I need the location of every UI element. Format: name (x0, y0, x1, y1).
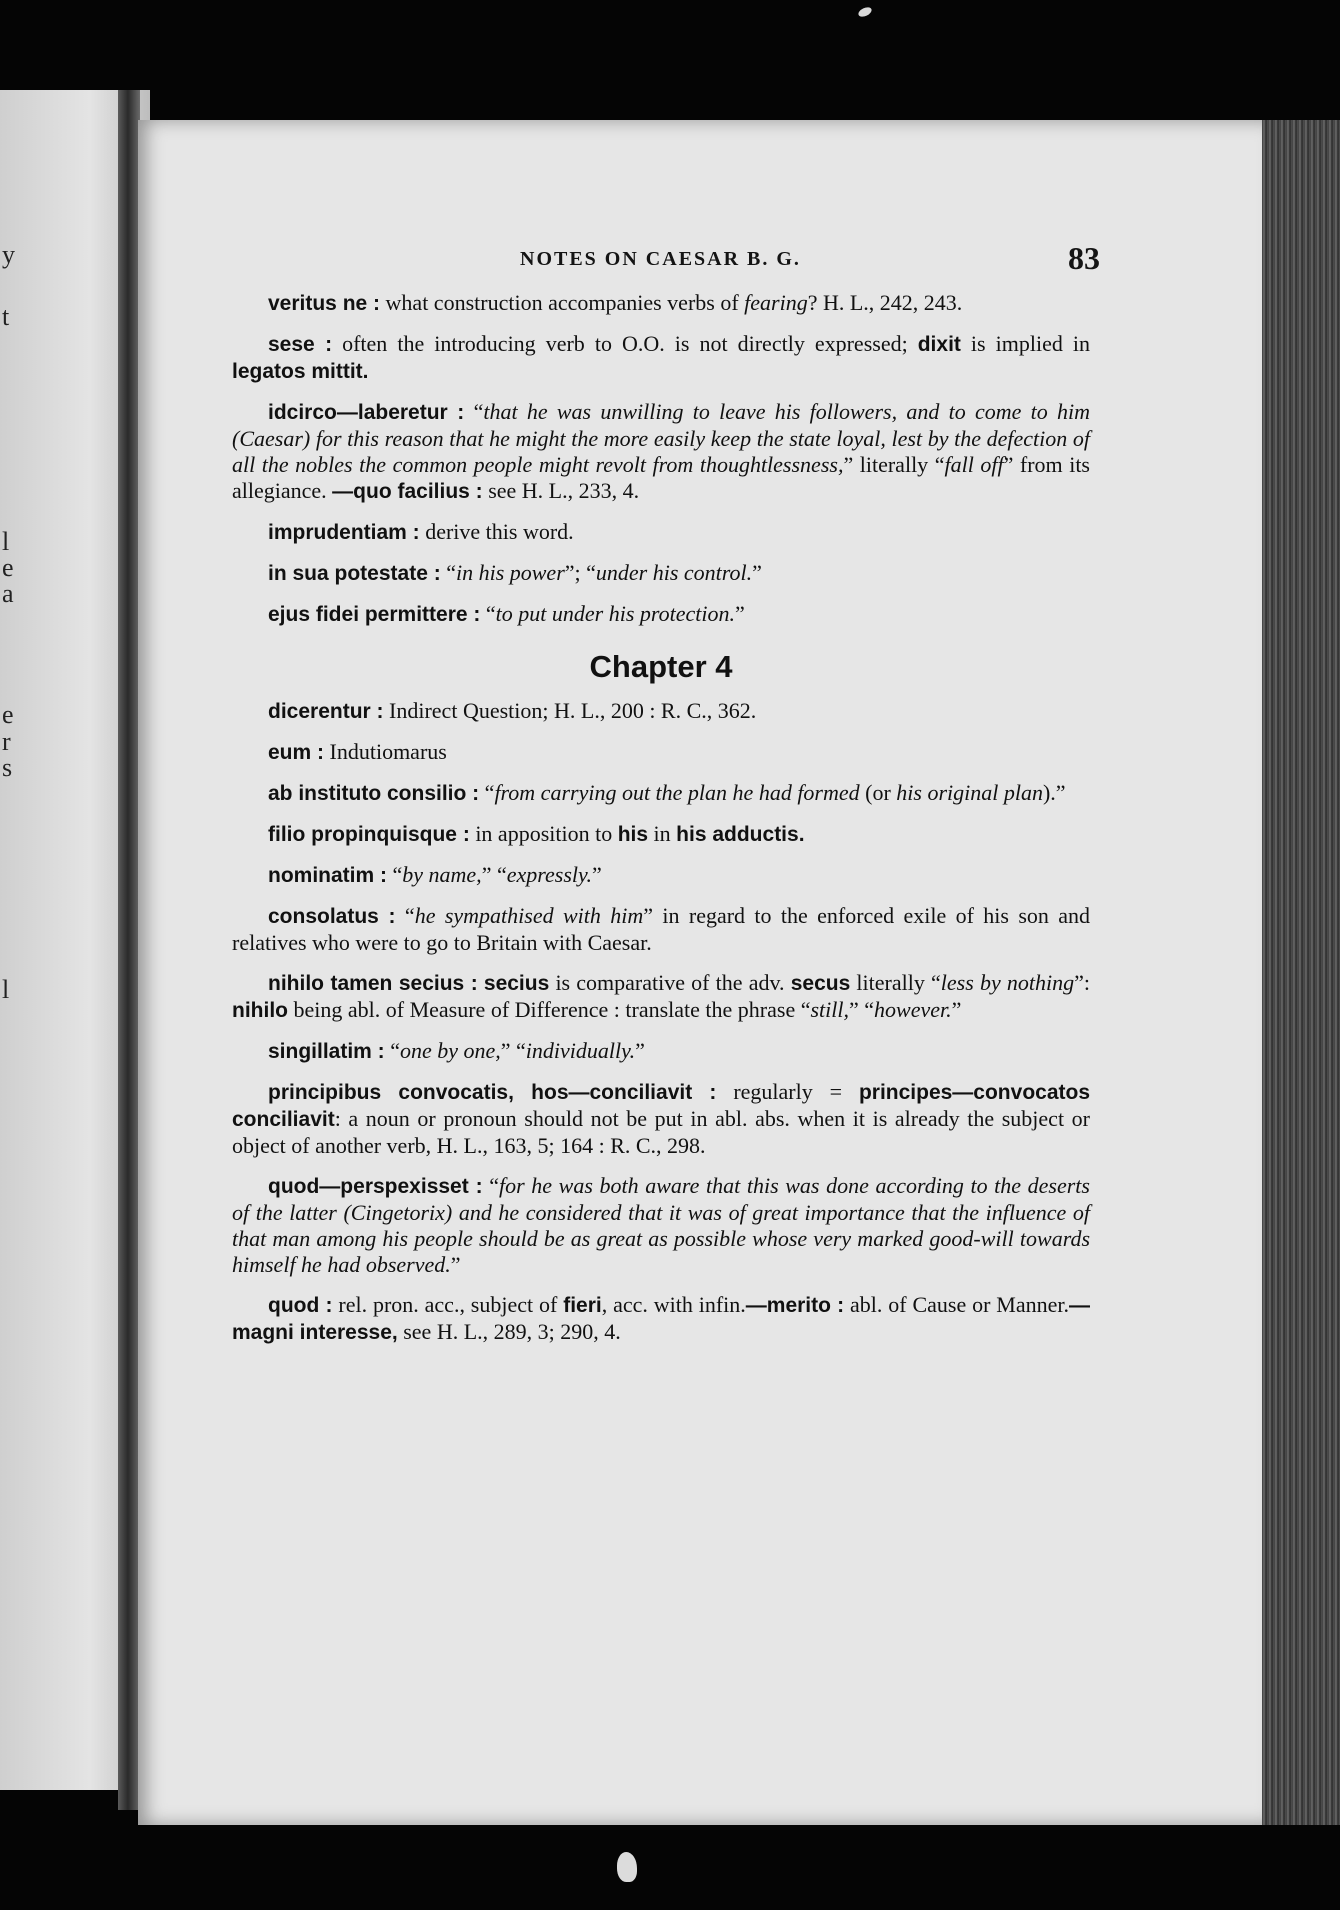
note-text: ” (752, 560, 762, 585)
note-entry (232, 780, 1090, 807)
note-text: ” in regard to the enforced exile of his son and relatives who were to go to Britain with Caesar. (232, 903, 1091, 955)
margin-letter: t (2, 302, 10, 331)
note-text: “ (387, 862, 403, 887)
note-text: “ (395, 903, 415, 928)
note-italic: to put under his protection. (495, 601, 735, 626)
note-text: in apposition to (469, 821, 618, 846)
note-italic: in his power (455, 560, 565, 585)
note-lemma: —merito : (745, 1294, 845, 1317)
margin-letter: l (2, 975, 10, 1004)
note-lemma: ejus fidei permittere : (268, 603, 481, 626)
note-lemma: —quo facilius : (332, 480, 483, 503)
note-entry (232, 821, 1090, 848)
note-entry (232, 519, 1090, 546)
note-bold: dixit (917, 333, 961, 356)
note-entry (232, 1292, 1090, 1346)
note-lemma: imprudentiam : (268, 521, 420, 544)
note-lemma: consolatus : (268, 905, 396, 928)
note-lemma: nominatim : (268, 864, 387, 887)
note-text: often the introducing verb to O.O. is not directly expressed; (332, 331, 918, 356)
note-text: see H. L., 289, 3; 290, 4. (397, 1319, 621, 1344)
note-italic: under his control. (595, 560, 753, 585)
chapter-heading: Chapter 4 (589, 649, 733, 684)
note-text: : a noun or pronoun should not be put in abl. abs. when it is already the subject or object of another verb, H. L., 163, 5; 164 : R. C., 298. (232, 1106, 1090, 1158)
note-lemma: sese : (268, 333, 333, 356)
note-text: ” (735, 601, 745, 626)
note-text: “ (384, 1038, 400, 1063)
note-bold: his adductis. (676, 823, 805, 846)
note-text: ” literally “ (843, 452, 945, 477)
note-bold: fieri (563, 1294, 602, 1317)
note-italic: fall off (944, 452, 1004, 477)
note-lemma: dicerentur : (268, 700, 384, 723)
note-entry (232, 1038, 1090, 1065)
note-text: rel. pron. acc., subject of (332, 1292, 564, 1317)
note-text: “ (482, 1173, 500, 1198)
note-lemma: veritus ne : (268, 292, 381, 315)
note-entry (232, 1079, 1090, 1159)
margin-letter: a (2, 579, 14, 608)
note-bold: secius (483, 972, 550, 995)
note-italic: still, (810, 997, 849, 1022)
note-italic: from carrying out the plan he had formed (494, 780, 860, 805)
note-lemma: principibus convocatis, hos—conciliavit : (268, 1081, 717, 1104)
page-header (380, 240, 1100, 280)
scan-speck (617, 1852, 637, 1882)
note-entry (232, 601, 1090, 628)
note-text: ” (450, 1252, 461, 1277)
note-entry (232, 331, 1090, 385)
note-bold: his (617, 823, 649, 846)
margin-letter: s (2, 753, 13, 782)
note-text: literally “ (850, 970, 941, 995)
note-lemma: eum : (268, 741, 325, 764)
note-text: ? H. L., 242, 243. (807, 290, 963, 315)
note-text: “ (480, 601, 496, 626)
note-text: ” (951, 997, 962, 1022)
note-text: “ (479, 780, 495, 805)
note-bold: nihilo (232, 999, 288, 1022)
note-italic: less by nothing (940, 970, 1075, 995)
note-bold: legatos mittit. (232, 360, 369, 383)
note-italic: he sympathised with him (414, 903, 644, 928)
note-text: derive this word. (419, 519, 574, 544)
note-text: is implied in (960, 331, 1090, 356)
note-text: is comparative of the adv. (549, 970, 791, 995)
note-italic: expressly. (506, 862, 593, 887)
note-lemma: nihilo tamen secius : (268, 972, 478, 995)
note-text: abl. of Cause or Manner. (844, 1292, 1069, 1317)
note-text: in (648, 821, 677, 846)
note-bold: secus (790, 972, 851, 995)
running-head: NOTES ON CAESAR B. G. (520, 248, 801, 270)
note-entry (232, 739, 1090, 766)
margin-letter: r (2, 727, 11, 756)
note-entry (232, 399, 1090, 505)
note-text: “ (440, 560, 456, 585)
note-lemma: filio propinquisque : (268, 823, 470, 846)
note-text: Indirect Question; H. L., 200 : R. C., 362. (383, 698, 757, 723)
note-text: what construction accompanies verbs of (380, 290, 745, 315)
note-text: regularly = (716, 1079, 859, 1104)
note-entry (232, 903, 1090, 956)
margin-letter: l (2, 527, 10, 556)
note-text: ” (592, 862, 602, 887)
note-text: ” “ (500, 1038, 526, 1063)
left-page-margin-letters (0, 90, 20, 1790)
note-entry (232, 1173, 1090, 1278)
note-text: ” “ (849, 997, 875, 1022)
note-italic: his original plan (896, 780, 1043, 805)
margin-letter: e (2, 553, 14, 582)
note-text: ” “ (481, 862, 507, 887)
note-text: ).” (1042, 780, 1066, 805)
note-bold: principes—convocatos conciliavit (232, 1081, 1090, 1131)
note-lemma: —magni interesse, (232, 1294, 1090, 1344)
book-gutter (118, 90, 140, 1810)
note-italic: for he was both aware that this was done according to the deserts of the latter (Cingetorix) and he considered that it was of great importance that the influence of that man among his people should be as great as possible whose very marked good-will towards himself he had observed. (232, 1173, 1090, 1277)
note-italic: individually. (525, 1038, 636, 1063)
scan-speck (857, 5, 873, 18)
note-entry (232, 698, 1090, 725)
note-italic: fearing (744, 290, 808, 315)
page-stack-edge (1262, 120, 1340, 1825)
note-italic: one by one, (399, 1038, 501, 1063)
note-text: ” from its allegiance. (232, 452, 1090, 503)
note-lemma: idcirco—laberetur : (268, 401, 465, 424)
note-text: (or (859, 780, 897, 805)
margin-letter: e (2, 700, 14, 729)
note-text: “ (464, 399, 484, 424)
note-lemma: in sua potestate : (268, 562, 441, 585)
note-text: being abl. of Measure of Difference : translate the phrase “ (288, 997, 811, 1022)
note-entry (232, 862, 1090, 889)
margin-letter: y (2, 240, 15, 269)
note-text: ”: (1074, 970, 1090, 995)
note-lemma: quod—perspexisset : (268, 1175, 483, 1198)
note-lemma: ab instituto consilio : (268, 782, 480, 805)
note-italic: by name, (402, 862, 482, 887)
note-text: Indutiomarus (324, 739, 447, 764)
note-italic: however. (874, 997, 952, 1022)
notes-body (232, 290, 1090, 1360)
note-text: , acc. with infin. (601, 1292, 746, 1317)
note-entry (232, 560, 1090, 587)
note-entry (232, 970, 1090, 1024)
note-text: ”; “ (564, 560, 596, 585)
page-number: 83 (1068, 240, 1100, 276)
note-text: see H. L., 233, 4. (482, 478, 640, 503)
note-lemma: singillatim : (268, 1040, 385, 1063)
note-italic: that he was unwilling to leave his followers, and to come to him (Caesar) for this reason that he might the more easily keep the state loyal, lest by the defection of all the nobles the common people might revolt from thoughtlessness, (232, 399, 1090, 477)
note-text: ” (635, 1038, 645, 1063)
note-entry (232, 290, 1090, 317)
note-lemma: quod : (268, 1294, 333, 1317)
